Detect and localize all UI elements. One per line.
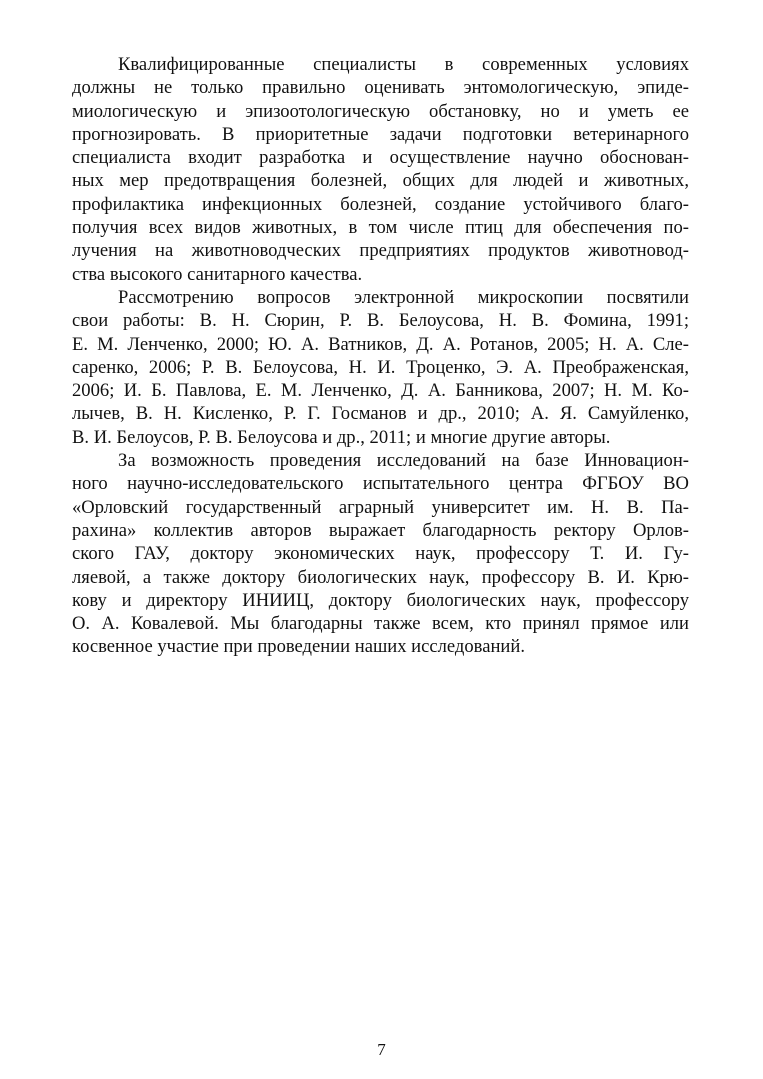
text-line: Рассмотрению вопросов электронной микроскопии посвятили [118,286,689,308]
text-line: ного научно-исследовательского испытательного центра ФГБОУ ВО [72,473,689,495]
paragraph-qualified-specialists [72,53,689,286]
text-line: косвенное участие при проведении наших исследований. [72,636,525,658]
page-body [72,53,689,659]
text-line: За возможность проведения исследований на базе Инновацион- [118,450,689,472]
text-line: лучения на животноводческих предприятиях продуктов животновод- [72,240,689,262]
text-line: О. А. Ковалевой. Мы благодарны также всем, кто принял прямое или [72,613,689,635]
text-line: получия всех видов животных, в том числе птиц для обеспечения по- [72,217,689,239]
text-line: В. И. Белоусов, Р. В. Белоусова и др., 2011; и многие другие авторы. [72,426,611,448]
text-line: «Орловский государственный аграрный университет им. Н. В. Па- [72,496,689,518]
text-line: 2006; И. Б. Павлова, Е. М. Ленченко, Д. А. Банникова, 2007; Н. М. Ко- [72,380,689,402]
text-line: рахина» коллектив авторов выражает благодарность ректору Орлов- [72,519,689,541]
text-line: свои работы: В. Н. Сюрин, Р. В. Белоусова, Н. В. Фомина, 1991; [72,310,689,332]
text-line: прогнозировать. В приоритетные задачи подготовки ветеринарного [72,123,689,145]
text-line: ства высокого санитарного качества. [72,263,363,285]
text-line: миологическую и эпизоотологическую обстановку, но и уметь ее [72,100,689,122]
text-line: кову и директору ИНИИЦ, доктору биологических наук, профессору [72,589,689,611]
text-line: Е. М. Ленченко, 2000; Ю. А. Ватников, Д. А. Ротанов, 2005; Н. А. Сле- [72,333,689,355]
text-line: ных мер предотвращения болезней, общих для людей и животных, [72,170,689,192]
text-line: лычев, В. Н. Кисленко, Р. Г. Госманов и др., 2010; А. Я. Самуйленко, [72,403,689,425]
paragraph-acknowledgements [72,449,689,659]
text-line: Квалифицированные специалисты в современных условиях [118,54,689,75]
page-number: 7 [377,1040,386,1059]
text-line: профилактика инфекционных болезней, создание устойчивого благо- [72,193,689,215]
text-line: ского ГАУ, доктору экономических наук, профессору Т. И. Гу- [72,543,689,565]
text-line: должны не только правильно оценивать энтомологическую, эпиде- [72,77,689,99]
text-line: специалиста входит разработка и осуществление научно обоснован- [72,147,689,169]
text-line: ляевой, а также доктору биологических наук, профессору В. И. Крю- [72,566,689,588]
text-line: саренко, 2006; Р. В. Белоусова, Н. И. Троценко, Э. А. Преображенская, [72,356,689,378]
paragraph-electron-microscopy [72,286,689,449]
